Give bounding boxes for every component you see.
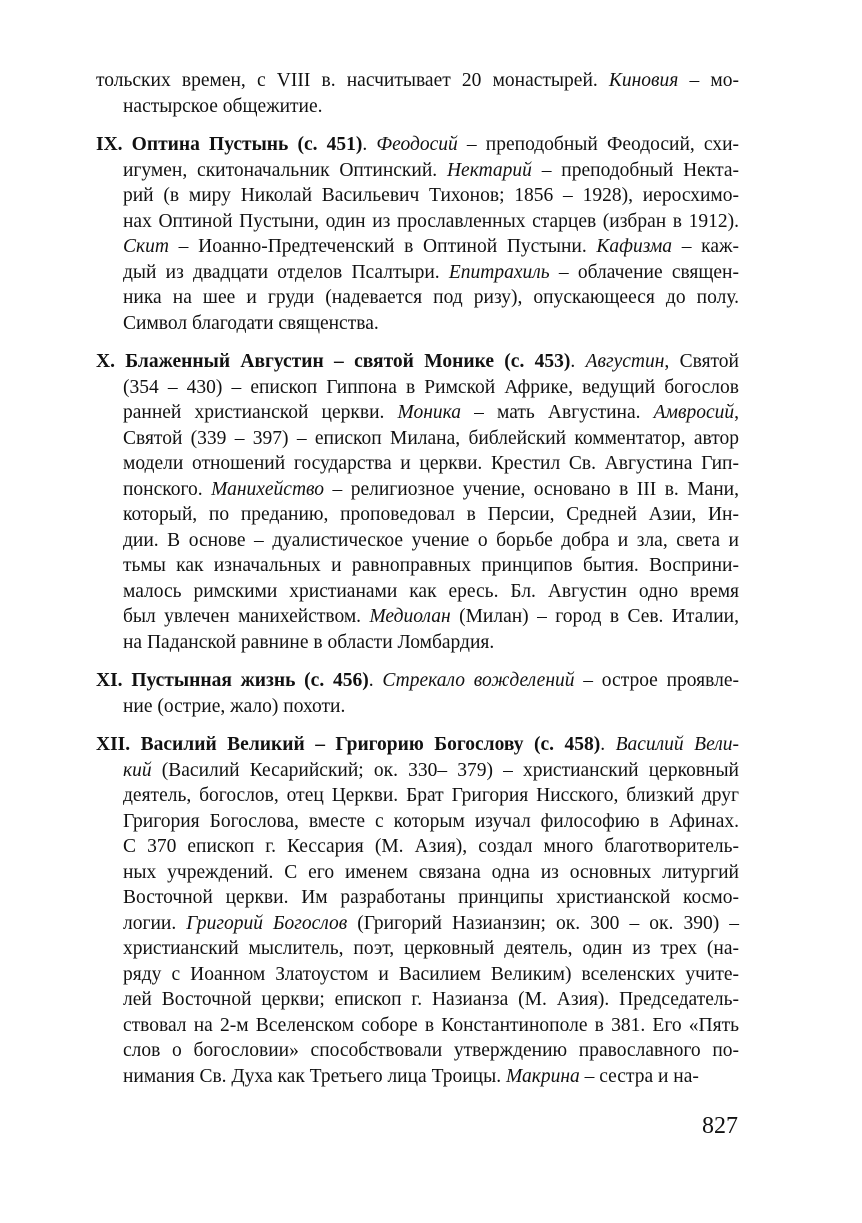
text-line — [96, 158, 739, 184]
text-line — [96, 234, 739, 260]
text-line — [96, 987, 739, 1013]
text-run: ние (острие, жало) похоти. — [123, 695, 346, 717]
term: Григорий Богослов — [186, 912, 348, 934]
text-line — [96, 630, 739, 656]
text-line — [96, 668, 739, 694]
text-line — [96, 1064, 739, 1090]
text-line — [96, 758, 739, 784]
text-run: – мать Августина. — [461, 402, 654, 423]
section-heading: X. Блаженный Августин – святой Монике (с. 453) — [96, 351, 571, 372]
text-run: . — [570, 351, 586, 372]
text-line — [96, 553, 739, 579]
text-line — [96, 732, 739, 758]
text-run: деятель, богослов, отец Церкви. Брат Григория Нисского, близкий друг — [123, 785, 739, 806]
text-line — [96, 911, 739, 937]
section-heading: IX. Оптина Пустынь (с. 451) — [96, 134, 363, 155]
text-run: (354 – 430) – епископ Гиппона в Римской Африке, ведущий богослов — [123, 376, 739, 398]
term: Нектарий — [446, 159, 532, 181]
term: Августин — [585, 351, 665, 372]
text-line — [96, 375, 739, 401]
term: Манихейство — [211, 478, 325, 500]
text-line — [96, 1013, 739, 1039]
text-run: дии. В основе – дуалистическое учение о борьбе добра и зла, света и — [123, 529, 739, 551]
text-run: настырское общежитие. — [123, 95, 323, 117]
section-heading: XII. Василий Великий – Григорию Богослову (с. 458) — [96, 734, 601, 755]
text-run: – преподобный Некта- — [531, 159, 739, 181]
text-run: С 370 епископ г. Кессария (М. Азия), создал много благотворитель- — [123, 836, 739, 857]
text-run: Григория Богослова, вместе с которым изучал философию в Афинах. — [123, 810, 739, 832]
text-run: . — [368, 670, 383, 691]
text-run: ряду с Иоанном Златоустом и Василием Великим) вселенских учите- — [123, 963, 739, 985]
term: Макрина — [505, 1065, 580, 1087]
text-line — [96, 694, 739, 720]
text-run: тольских времен, с VIII в. насчитывает 20 монастырей. — [96, 70, 609, 91]
text-run: нах Оптиной Пустыни, один из прославленных старцев (избран в 1912). — [123, 210, 739, 232]
text-run: рий (в миру Николай Васильевич Тихонов; 1856 – 1928), иеросхимо- — [123, 185, 739, 206]
text-line — [96, 604, 739, 630]
text-run: христианский мыслитель, поэт, церковный деятель, один из трех (на- — [123, 938, 739, 959]
text-run: слов о богословии» способствовали утверждению православного по- — [123, 1040, 739, 1061]
paragraph — [96, 132, 739, 336]
text-run: был увлечен манихейством. — [123, 606, 370, 627]
text-run: лей Восточной церкви; епископ г. Назианза (М. Азия). Председатель- — [123, 989, 739, 1010]
text-line — [96, 94, 739, 120]
text-line — [96, 209, 739, 235]
text-run: – религиозное учение, основано в III в. Мани, — [324, 478, 739, 500]
text-run: ствовал на 2-м Вселенском соборе в Константинополе в 381. Его «Пять — [123, 1014, 739, 1036]
text-run: (Василий Кесарийский; ок. 330– 379) – христианский церковный — [151, 759, 739, 781]
text-run: – Иоанно-Предтеченский в Оптиной Пустыни. — [168, 236, 597, 257]
term: кий — [123, 759, 152, 781]
text-run: дый из двадцати отделов Псалтыри. — [123, 261, 449, 283]
term: Кафизма — [596, 236, 673, 257]
paragraph — [96, 668, 739, 719]
term: Моника — [397, 402, 462, 423]
text-line — [96, 962, 739, 988]
text-run: . — [362, 134, 377, 155]
text-run: логии. — [123, 912, 187, 934]
text-run: ных учреждений. С его именем связана одна из основных литургий — [123, 861, 739, 883]
text-line — [96, 783, 739, 809]
text-line — [96, 349, 739, 375]
text-line — [96, 885, 739, 911]
term: Амвросий — [653, 402, 735, 423]
text-run: на Паданской равнине в области Ломбардия. — [123, 631, 495, 653]
text-line — [96, 1038, 739, 1064]
text-line — [96, 426, 739, 452]
text-line — [96, 579, 739, 605]
text-line — [96, 400, 739, 426]
term: Феодосий — [376, 134, 458, 155]
text-run: – облачение священ- — [549, 261, 739, 283]
text-run: понского. — [123, 478, 212, 500]
term: Скит — [123, 236, 169, 257]
text-run: Святой (339 – 397) – епископ Милана, библейский комментатор, автор — [123, 427, 739, 449]
paragraph-spacer — [96, 119, 739, 132]
text-run: , — [734, 402, 739, 423]
text-line — [96, 502, 739, 528]
main-text-block — [96, 68, 739, 1089]
paragraph-spacer — [96, 336, 739, 349]
text-line — [96, 809, 739, 835]
term: Киновия — [608, 70, 679, 91]
text-run: Символ благодати священства. — [123, 312, 379, 334]
text-run: (Григорий Назианзин; ок. 300 – ок. 390) – — [347, 912, 739, 934]
paragraph — [96, 349, 739, 655]
text-run: который, по преданию, проповедовал в Персии, Средней Азии, Ин- — [123, 504, 739, 525]
text-line — [96, 528, 739, 554]
text-run: – мо- — [678, 70, 739, 91]
text-run: , Святой — [664, 351, 739, 372]
text-run: модели отношений государства и церкви. Крестил Св. Августина Гип- — [123, 453, 739, 474]
paragraph-spacer — [96, 655, 739, 668]
text-run: ранней христианской церкви. — [123, 402, 398, 423]
term: Епитрахиль — [448, 261, 550, 283]
text-line — [96, 451, 739, 477]
text-run: . — [600, 734, 616, 755]
paragraph — [96, 68, 739, 119]
text-line — [96, 311, 739, 337]
text-line — [96, 860, 739, 886]
text-run: – каж- — [672, 236, 739, 257]
term: Василий Вели- — [615, 734, 739, 755]
text-run: малось римскими христианами как ересь. Бл. Августин одно время — [123, 580, 739, 602]
text-run: – сестра и на- — [579, 1065, 699, 1087]
text-run: – преподобный Феодосий, схи- — [457, 134, 739, 155]
text-line — [96, 285, 739, 311]
text-line — [96, 132, 739, 158]
text-line — [96, 260, 739, 286]
paragraph — [96, 732, 739, 1089]
text-line — [96, 183, 739, 209]
text-run: (Милан) – город в Сев. Италии, — [450, 606, 739, 627]
text-run: игумен, скитоначальник Оптинский. — [123, 159, 447, 181]
text-run: ника на шее и груди (надевается под ризу), опускающееся до полу. — [123, 287, 739, 308]
section-heading: XI. Пустынная жизнь (с. 456) — [96, 670, 369, 691]
text-run: нимания Св. Духа как Третьего лица Троицы. — [123, 1065, 506, 1087]
text-run: – острое проявле- — [574, 670, 739, 691]
text-run: Восточной церкви. Им разработаны принципы христианской космо- — [123, 887, 739, 908]
term: Стрекало вожделений — [382, 670, 575, 691]
page-number: 827 — [702, 1113, 738, 1139]
text-line — [96, 834, 739, 860]
text-line — [96, 477, 739, 503]
text-line — [96, 936, 739, 962]
text-line — [96, 68, 739, 94]
paragraph-spacer — [96, 719, 739, 732]
text-run: тьмы как изначальных и равноправных принципов бытия. Восприни- — [123, 555, 739, 576]
term: Медиолан — [369, 606, 451, 627]
